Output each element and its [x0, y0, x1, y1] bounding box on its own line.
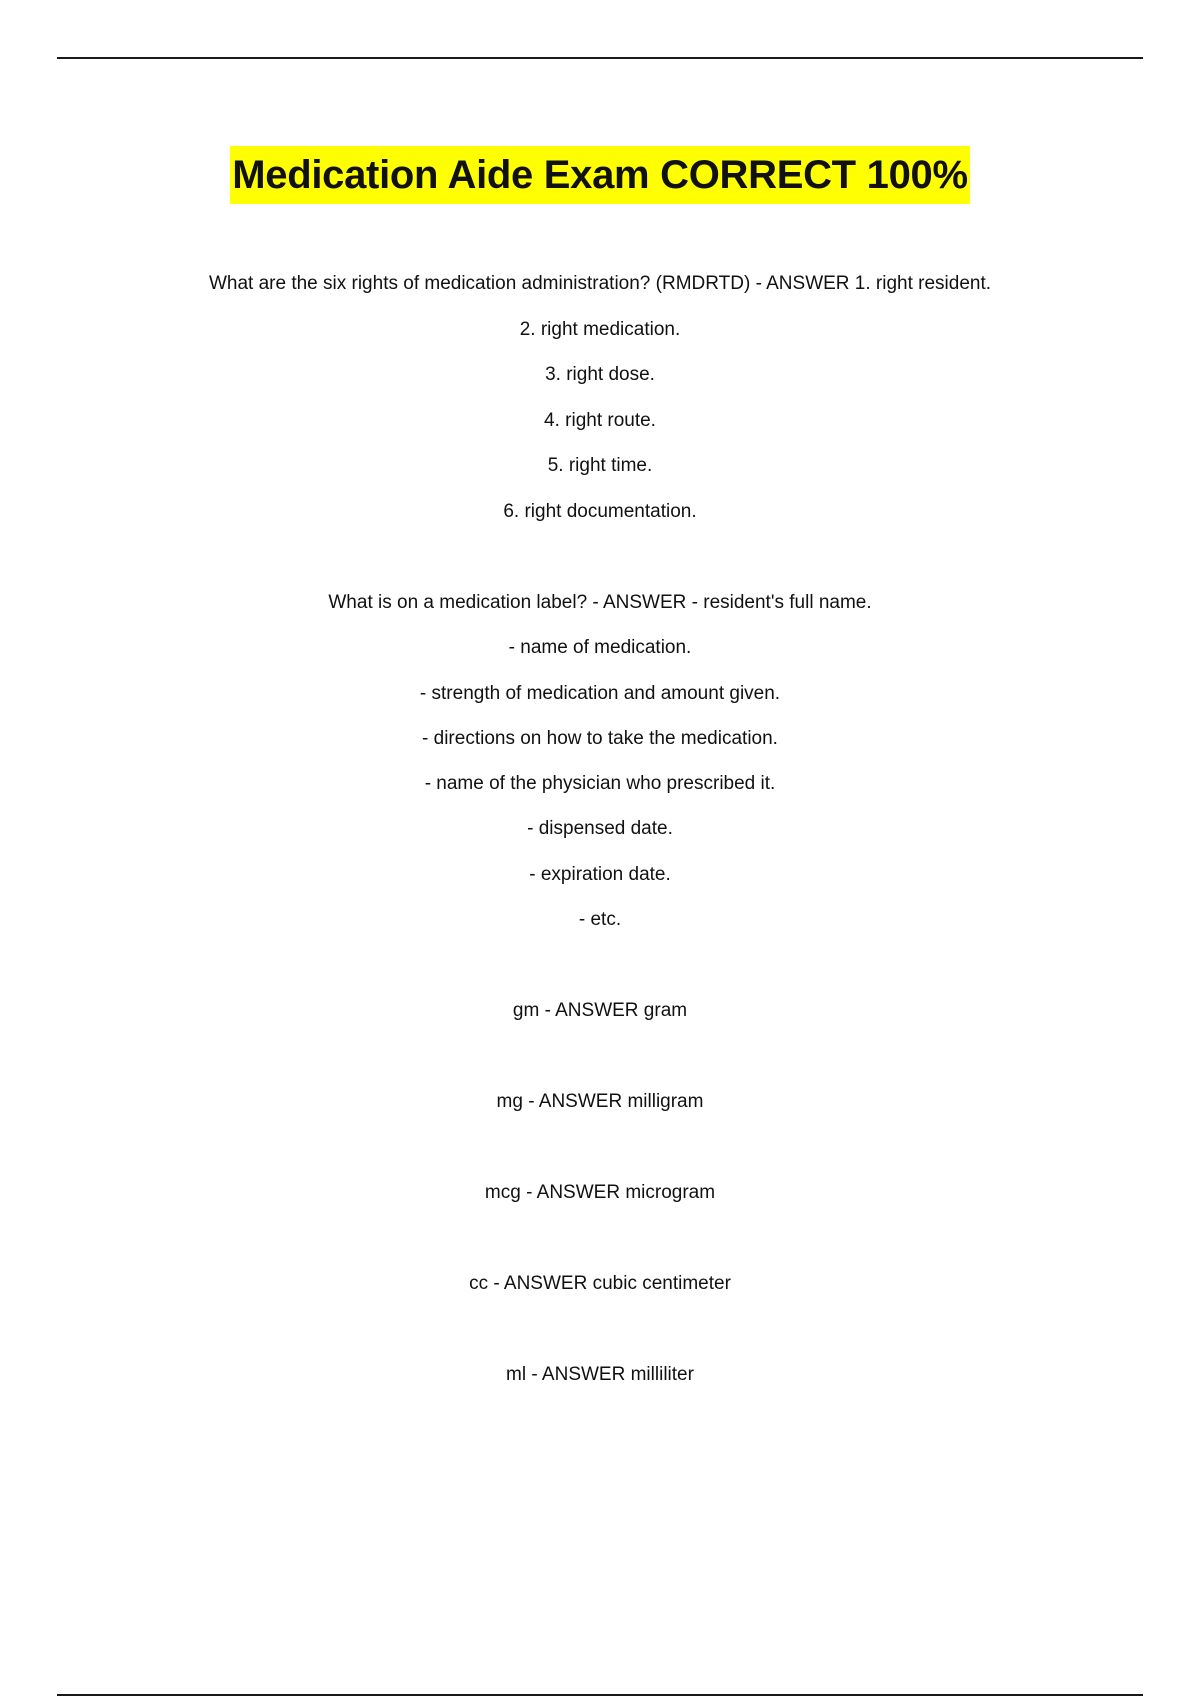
answer-line: - etc. [578, 909, 622, 930]
answer-line: 2. right medication. [519, 319, 681, 340]
answer-line: - expiration date. [529, 864, 671, 885]
question-six-rights: What are the six rights of medication administration? (RMDRTD) - ANSWER 1. right resident. [208, 273, 992, 294]
answer-line: - dispensed date. [527, 818, 673, 839]
answer-line: - name of the physician who prescribed it. [424, 773, 776, 794]
answer-line: - directions on how to take the medication. [422, 728, 778, 749]
answer-line: 3. right dose. [545, 364, 655, 385]
top-rule [57, 57, 1143, 59]
qa-cc: cc - ANSWER cubic centimeter [469, 1273, 731, 1294]
title-container [0, 146, 1200, 204]
answer-line: - strength of medication and amount given. [419, 683, 781, 704]
qa-mcg: mcg - ANSWER microgram [484, 1182, 716, 1203]
qa-ml: ml - ANSWER milliliter [506, 1364, 694, 1385]
answer-line: - name of medication. [508, 637, 692, 658]
answer-line: 6. right documentation. [503, 501, 697, 522]
answer-line: 4. right route. [544, 410, 656, 431]
answer-line: 5. right time. [547, 455, 653, 476]
document-title: Medication Aide Exam CORRECT 100% [230, 146, 969, 204]
bottom-rule [57, 1694, 1143, 1696]
question-medication-label: What is on a medication label? - ANSWER - resident's full name. [328, 592, 872, 613]
qa-mg: mg - ANSWER milligram [496, 1091, 704, 1112]
qa-gm: gm - ANSWER gram [512, 1000, 688, 1021]
